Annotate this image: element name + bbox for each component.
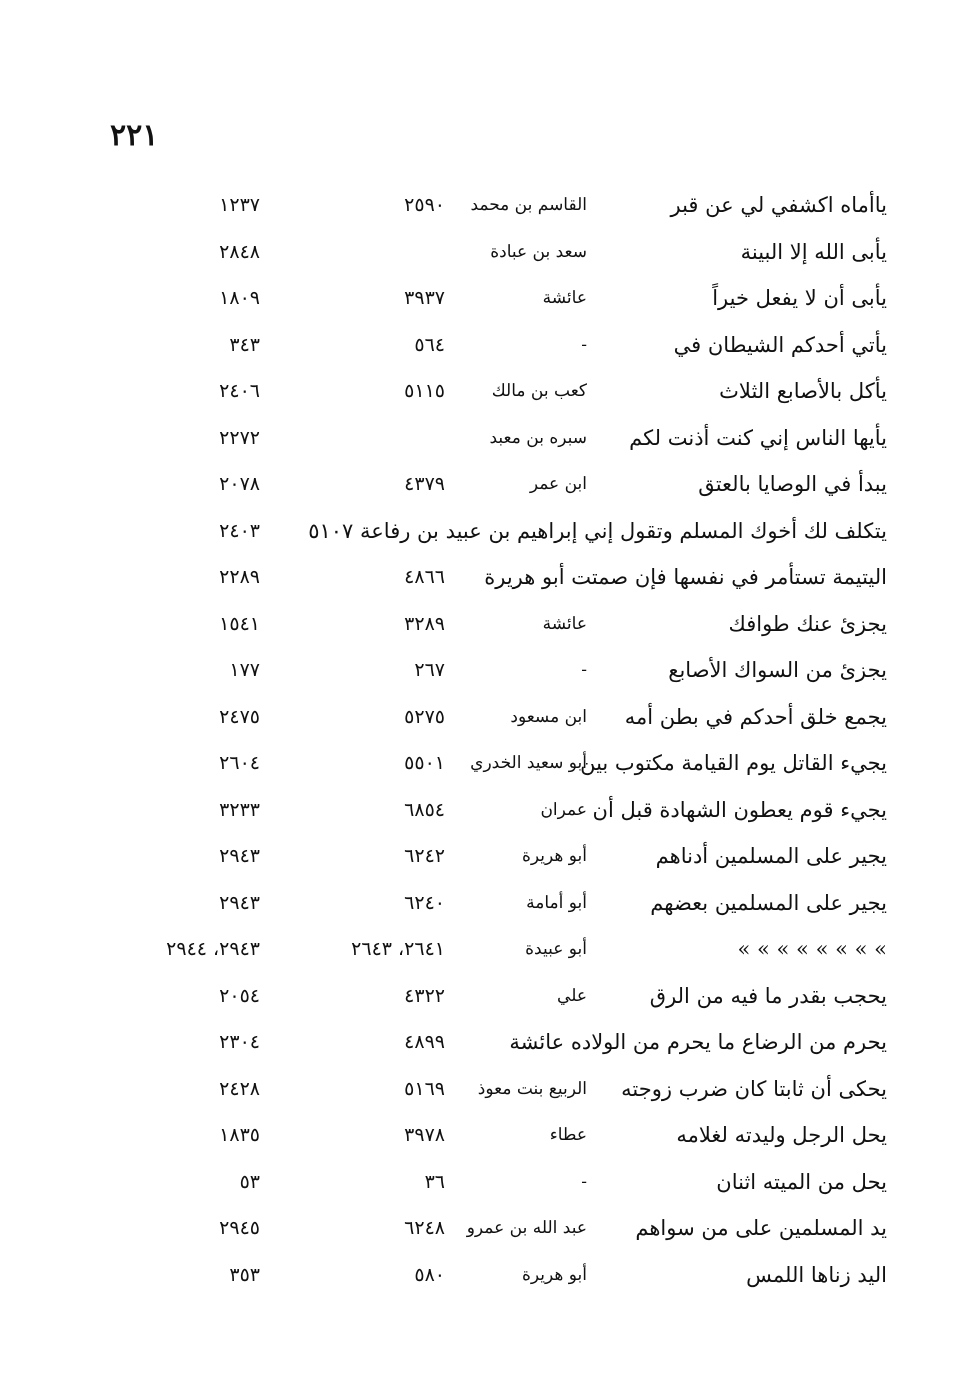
hadith-text: يحكى أن ثابتا كان ضرب زوجته <box>621 1076 887 1101</box>
index-row <box>0 1211 957 1258</box>
hadith-text: يجمع خلق أحدكم في بطن أمه <box>624 704 887 729</box>
index-row <box>0 886 957 933</box>
hadith-text: يأبى أن لا يفعل خيراً <box>712 286 887 310</box>
page-reference: ٢٦٠٤ <box>219 752 260 774</box>
narrator-name: عمران <box>540 799 587 820</box>
page-reference: ٣٢٣٣ <box>219 798 260 821</box>
index-row <box>0 839 957 886</box>
hadith-text: يجير على المسلمين بعضهم <box>650 890 887 915</box>
page-reference: ٢٢٧٢ <box>219 426 260 449</box>
narrator-name: - <box>581 334 587 355</box>
page-reference: ٢٠٥٤ <box>219 984 260 1007</box>
page-reference: ٢٤٧٥ <box>219 705 260 728</box>
hadith-text: يجزئ عنك طوافك <box>728 611 887 636</box>
page-reference: ٢٤٠٦ <box>219 380 260 402</box>
page-reference: ٢٤٢٨ <box>219 1077 260 1100</box>
narrator-name: - <box>581 1171 587 1192</box>
reference-number: ٢٥٩٠ <box>404 194 445 216</box>
narrator-name: ابن عمر <box>529 474 587 494</box>
hadith-text: اليد زناها اللمس <box>746 1262 887 1287</box>
index-row <box>0 328 957 375</box>
hadith-text: يأبى الله إلا البينة <box>740 239 887 264</box>
hadith-text: يد المسلمين على من سواهم <box>635 1216 887 1240</box>
page-reference: ٣٤٣ <box>229 333 260 356</box>
hadith-index-table <box>0 188 957 1304</box>
page-reference: ١٧٧ <box>229 659 260 681</box>
page-reference: ١٨٠٩ <box>219 287 260 309</box>
page-reference: ١٢٣٧ <box>219 194 260 216</box>
index-row <box>0 188 957 235</box>
narrator-name: عطاء <box>549 1125 587 1145</box>
narrator-name: أبو هريرة <box>521 846 587 866</box>
narrator-name: سبره بن معبد <box>489 427 587 448</box>
index-row <box>0 746 957 793</box>
reference-number: ٤٨٩٩ <box>404 1031 445 1053</box>
hadith-text: يأكل بالأصابع الثلاث <box>719 379 887 403</box>
index-row <box>0 235 957 282</box>
narrator-name: أبو سعيد الخدري <box>470 753 587 773</box>
page-reference: ٢٩٤٣ <box>219 891 260 914</box>
hadith-text: » » » » » » » » <box>737 937 887 961</box>
index-row <box>0 467 957 514</box>
page-reference: ٢٢٨٩ <box>219 566 260 588</box>
reference-number: ٤٨٦٦ <box>404 566 445 588</box>
narrator-name: عائشة <box>542 288 587 308</box>
reference-number: ٥٦٤ <box>414 333 445 356</box>
hadith-text: يحرم من الرضاع ما يحرم من الولاده عائشة <box>509 1030 887 1054</box>
index-row <box>0 374 957 421</box>
hadith-text: اليتيمة تستأمر في نفسها فإن صمتت أبو هريرة <box>484 565 887 589</box>
reference-number: ٥٨٠ <box>414 1263 445 1286</box>
hadith-text: يحل الرجل وليدته لغلامه <box>676 1123 887 1147</box>
page-reference: ١٨٣٥ <box>219 1124 260 1146</box>
hadith-text: يأتي أحدكم الشيطان في <box>673 332 887 357</box>
page-reference: ٢٩٤٣ <box>219 845 260 867</box>
hadith-text: ياأماه اكشفي لي عن قبر <box>670 193 887 217</box>
hadith-text: يجير على المسلمين أدناهم <box>655 844 887 868</box>
narrator-name: ابن مسعود <box>510 706 587 727</box>
narrator-name: عبد الله بن عمرو <box>466 1218 587 1238</box>
index-row <box>0 979 957 1026</box>
reference-number: ٥٢٧٥ <box>404 705 445 728</box>
index-row <box>0 1072 957 1119</box>
reference-number: ٣٩٧٨ <box>404 1124 445 1146</box>
index-row <box>0 1258 957 1305</box>
reference-number: ٦٨٥٤ <box>404 798 445 821</box>
narrator-name: أبو أمامة <box>526 892 587 913</box>
reference-number: ٦٢٤٢ <box>404 845 445 867</box>
reference-number: ٢٦٤١، ٢٦٤٣ <box>351 938 445 960</box>
narrator-name: - <box>581 660 587 680</box>
reference-number: ٢٦٧ <box>414 659 445 681</box>
narrator-name: كعب بن مالك <box>491 381 587 401</box>
index-row <box>0 607 957 654</box>
index-row <box>0 514 957 561</box>
page-reference: ٣٥٣ <box>229 1263 260 1286</box>
index-row <box>0 1165 957 1212</box>
index-row <box>0 932 957 979</box>
page-reference: ٢٣٠٤ <box>219 1031 260 1053</box>
reference-number: ٣٢٨٩ <box>404 612 445 635</box>
index-row <box>0 1025 957 1072</box>
narrator-name: أبو هريرة <box>521 1264 587 1285</box>
hadith-text: يجزئ من السواك الأصابع <box>668 658 887 682</box>
reference-number: ٦٢٤٨ <box>404 1217 445 1239</box>
narrator-name: أبو عبيدة <box>525 939 587 959</box>
hadith-text: يبدأ في الوصايا بالعتق <box>698 472 887 496</box>
narrator-name: عائشة <box>542 613 587 634</box>
hadith-text: يحل من الميته اثنان <box>716 1169 887 1194</box>
reference-number: ٥٥٠١ <box>404 752 445 774</box>
index-row <box>0 793 957 840</box>
hadith-text: يجيء القاتل يوم القيامة مكتوب بين <box>580 751 887 775</box>
page-reference: ٢٨٤٨ <box>219 240 260 263</box>
index-row <box>0 281 957 328</box>
index-row <box>0 560 957 607</box>
reference-number: ٣٦ <box>424 1170 445 1193</box>
page-reference: ٢٠٧٨ <box>219 473 260 495</box>
hadith-text: يحجب بقدر ما فيه من الرق <box>649 983 887 1008</box>
narrator-name: سعد بن عبادة <box>490 241 587 262</box>
narrator-name: علي <box>557 985 587 1006</box>
page-reference: ٢٩٤٥ <box>219 1217 260 1239</box>
hadith-text: يجيء قوم يعطون الشهادة قبل أن <box>592 797 887 822</box>
reference-number: ٤٣٧٩ <box>404 473 445 495</box>
reference-number: ٦٢٤٠ <box>404 891 445 914</box>
page-reference: ٢٤٠٣ <box>219 519 260 542</box>
index-row <box>0 1118 957 1165</box>
hadith-text: يأيها الناس إني كنت أذنت لكم <box>629 425 887 450</box>
page-number: ٢٢١ <box>110 118 159 153</box>
index-row <box>0 421 957 468</box>
reference-number: ٥١١٥ <box>404 380 445 402</box>
index-row <box>0 700 957 747</box>
narrator-name: القاسم بن محمد <box>470 195 587 215</box>
reference-number: ٤٣٢٢ <box>404 984 445 1007</box>
reference-number: ٥١٦٩ <box>404 1077 445 1100</box>
hadith-text: يتكلف لك أخوك المسلم وتقول إني إبراهيم بن عبيد بن رفاعة ٥١٠٧ <box>308 518 887 543</box>
index-row <box>0 653 957 700</box>
page-reference: ١٥٤١ <box>219 612 260 635</box>
page-reference: ٢٩٤٣، ٢٩٤٤ <box>166 938 260 960</box>
reference-number: ٣٩٣٧ <box>404 287 445 309</box>
narrator-name: الربيع بنت معوذ <box>477 1078 587 1099</box>
page-reference: ٥٣ <box>239 1170 260 1193</box>
